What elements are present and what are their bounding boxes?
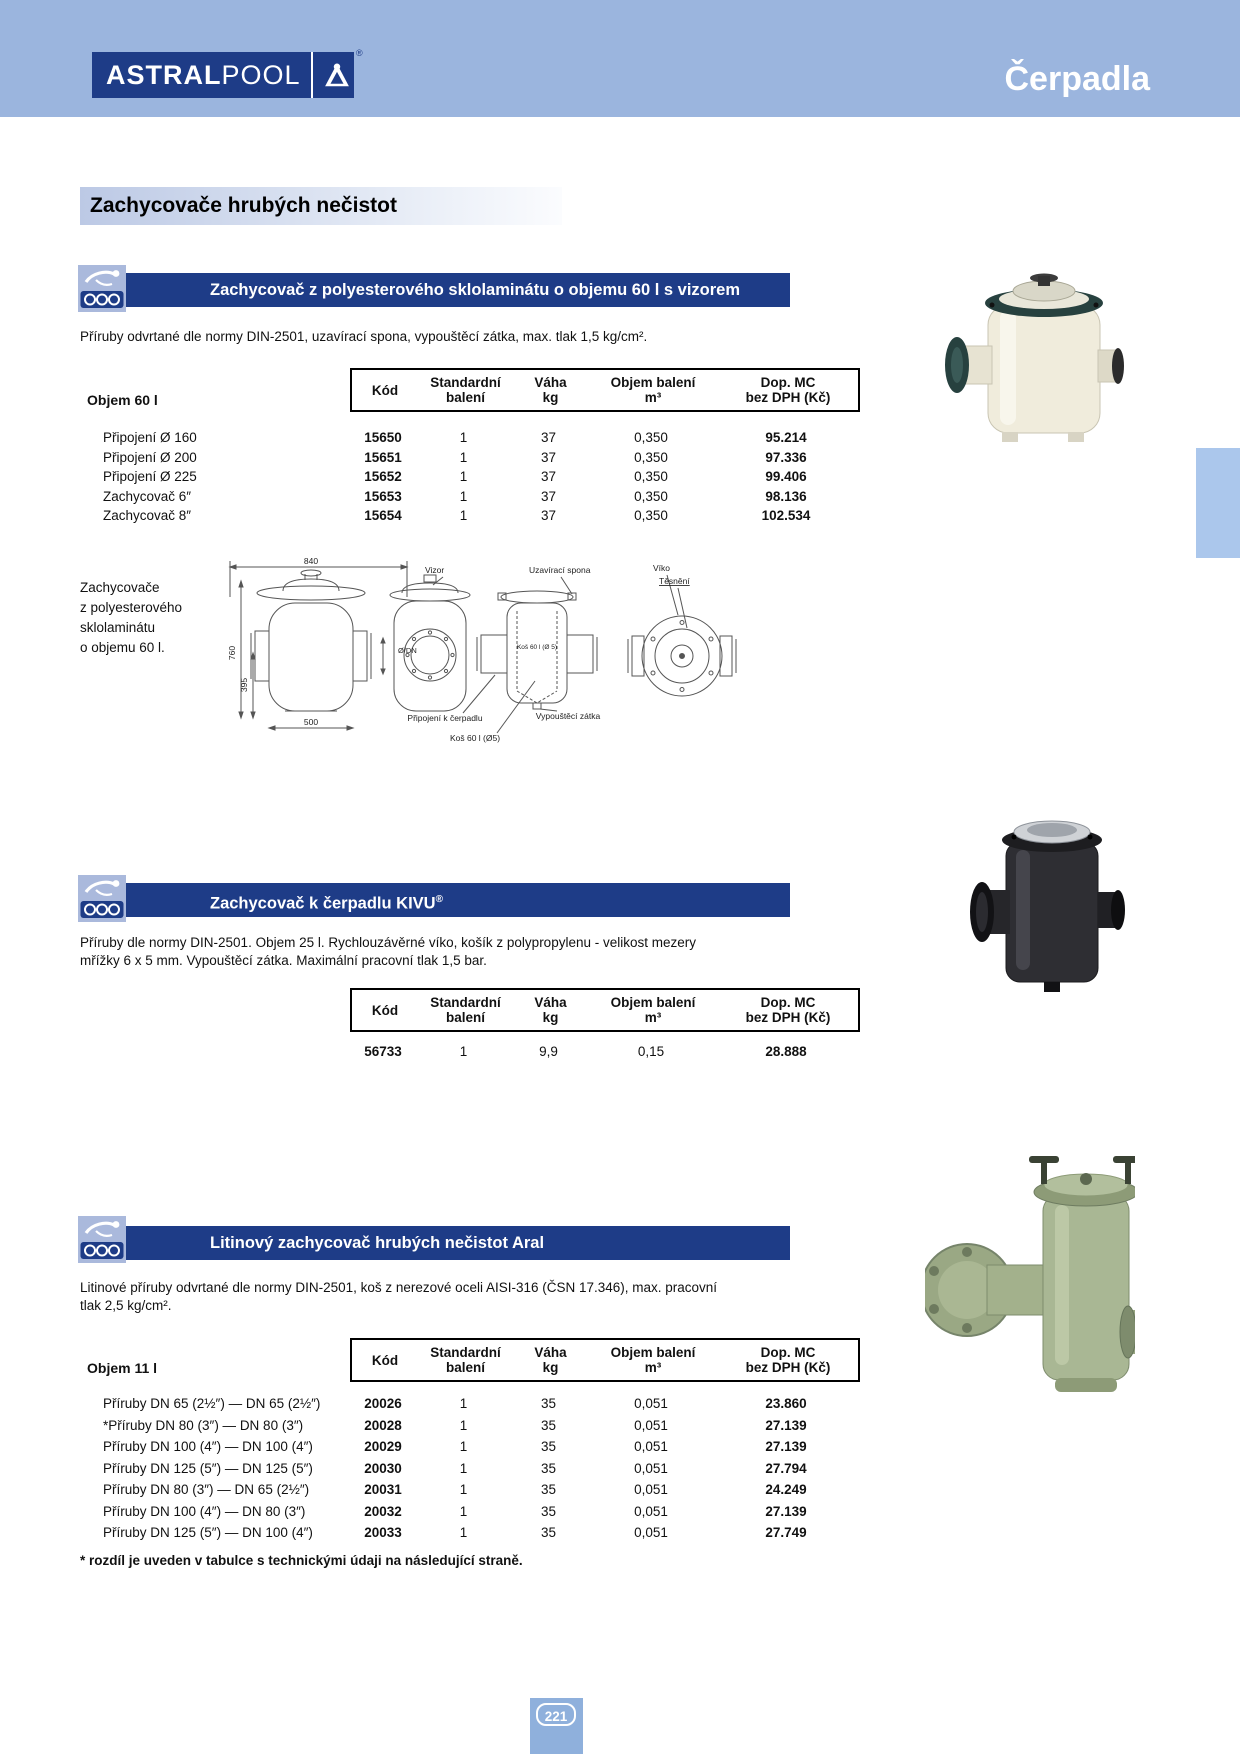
col-vaha: Váha kg <box>534 995 567 1025</box>
col-objem: Objem balení m³ <box>610 995 696 1025</box>
table-row: Příruby DN 100 (4″) — DN 80 (3″) 20032 1 35 0,051 27.139 <box>103 1503 807 1519</box>
col-dop: Dop. MC bez DPH (Kč) <box>745 375 831 405</box>
col-dop: Dop. MC bez DPH (Kč) <box>745 995 831 1025</box>
col-objem: Objem balení m³ <box>610 1345 696 1375</box>
table-row: Příruby DN 125 (5″) — DN 100 (4″) 20033 1 35 0,051 27.749 <box>103 1525 807 1541</box>
swimmer-waves-icon <box>78 1216 126 1263</box>
col-kod: Kód <box>371 382 399 398</box>
label-uzaviraci-spona: Uzavírací spona <box>529 565 591 575</box>
col-objem: Objem balení m³ <box>610 375 696 405</box>
table-row: *Příruby DN 80 (3″) — DN 80 (3″) 20028 1 35 0,051 27.139 <box>103 1417 807 1433</box>
page-number-tab <box>530 1698 583 1754</box>
brand-triangle-icon <box>311 52 352 98</box>
dim-760: 760 <box>227 645 237 661</box>
product3-title-bar: Litinový zachycovač hrubých nečistot Aral <box>126 1226 790 1260</box>
product2-title-bar: Zachycovač k čerpadlu KIVU® <box>126 883 790 917</box>
label-vypousteci-zatka: Vypouštěcí zátka <box>535 711 601 721</box>
product2-photo <box>948 782 1128 1002</box>
product1-title-bar: Zachycovač z polyesterového sklolaminátu o objemu 60 l s vizorem <box>126 273 790 307</box>
table-row: 56733 1 9,9 0,15 28.888 <box>364 1043 807 1059</box>
table-row: Příruby DN 125 (5″) — DN 125 (5″) 20030 1 35 0,051 27.794 <box>103 1460 807 1476</box>
col-dop: Dop. MC bez DPH (Kč) <box>745 1345 831 1375</box>
product1-table-header <box>350 368 860 412</box>
brand-sub: POOL <box>221 59 301 90</box>
product3-photo <box>925 1100 1135 1405</box>
dim-395: 395 <box>239 677 249 693</box>
dim-odn: Ø/DN <box>398 646 417 655</box>
section-title: Zachycovače hrubých nečistot <box>80 187 562 225</box>
col-vaha: Váha kg <box>534 1345 567 1375</box>
swimmer-waves-icon <box>78 265 126 312</box>
footnote: * rozdíl je uveden v tabulce s technickými údaji na následující straně. <box>80 1553 523 1568</box>
registered-mark: ® <box>356 48 363 58</box>
product1-group-label: Objem 60 l <box>87 392 158 408</box>
product1-description: Příruby odvrtané dle normy DIN-2501, uzavírací spona, vypouštěcí zátka, max. tlak 1,5 kg/cm². <box>80 329 648 344</box>
product3-group-label: Objem 11 l <box>87 1360 158 1376</box>
col-standard: Standardní balení <box>430 375 501 405</box>
side-index-tab <box>1196 448 1240 558</box>
product2-description: Příruby dle normy DIN-2501. Objem 25 l. Rychlouzávěrné víko, košík z polypropylenu - velikost mezery mřížky 6 x 5 mm. Vypouštěcí zátka. Maximální pracovní tlak 1,5 bar. <box>80 935 696 968</box>
label-kos-bottom: Koš 60 l (Ø5) <box>449 733 501 743</box>
label-viko: Víko <box>653 563 671 573</box>
label-kos-inner: Koš 60 l (Ø 5) <box>516 644 558 651</box>
astralpool-logo <box>92 52 354 98</box>
category-title: Čerpadla <box>1004 60 1150 98</box>
product1-photo <box>940 250 1135 455</box>
product2-table-rows <box>90 1040 860 1062</box>
col-standard: Standardní balení <box>430 1345 501 1375</box>
table-row: Připojení Ø 160 15650 1 37 0,350 95.214 <box>103 430 807 446</box>
dim-840: 840 <box>303 556 319 566</box>
product3-table-rows <box>90 1393 860 1544</box>
label-vizor: Vizor <box>425 565 445 575</box>
dim-500: 500 <box>303 717 319 727</box>
label-tesneni: Těsnění <box>659 576 690 586</box>
table-row: Příruby DN 100 (4″) — DN 100 (4″) 20029 1 35 0,051 27.139 <box>103 1439 807 1455</box>
technical-drawing <box>195 553 850 748</box>
col-kod: Kód <box>371 1352 399 1368</box>
page-number: 221 <box>536 1703 576 1726</box>
product3-table-header <box>350 1338 860 1382</box>
brand-main: ASTRAL <box>106 59 222 90</box>
product1-table-rows <box>90 428 860 526</box>
col-standard: Standardní balení <box>430 995 501 1025</box>
table-row: Zachycovač 6″ 15653 1 37 0,350 98.136 <box>103 488 807 504</box>
table-row: Zachycovač 8″ 15654 1 37 0,350 102.534 <box>103 508 811 524</box>
table-row: Příruby DN 65 (2½″) — DN 65 (2½″) 20026 1 35 0,051 23.860 <box>103 1396 807 1412</box>
product2-table-header <box>350 988 860 1032</box>
col-vaha: Váha kg <box>534 375 567 405</box>
table-row: Připojení Ø 200 15651 1 37 0,350 97.336 <box>103 449 807 465</box>
diagram-caption: Zachycovače z polyesterového sklolaminátu o objemu 60 l. <box>80 580 183 655</box>
label-pripojeni-k-cerpadlu: Připojení k čerpadlu <box>407 713 483 723</box>
col-kod: Kód <box>371 1002 399 1018</box>
registered-mark: ® <box>435 894 443 905</box>
table-row: Příruby DN 80 (3″) — DN 65 (2½″) 20031 1 35 0,051 24.249 <box>103 1482 807 1498</box>
table-row: Připojení Ø 225 15652 1 37 0,350 99.406 <box>103 469 807 485</box>
swimmer-waves-icon <box>78 875 126 922</box>
product3-description: Litinové příruby odvrtané dle normy DIN-2501, koš z nerezové oceli AISI-316 (ČSN 17.346), max. pracovní tlak 2,5 kg/cm². <box>80 1280 718 1313</box>
